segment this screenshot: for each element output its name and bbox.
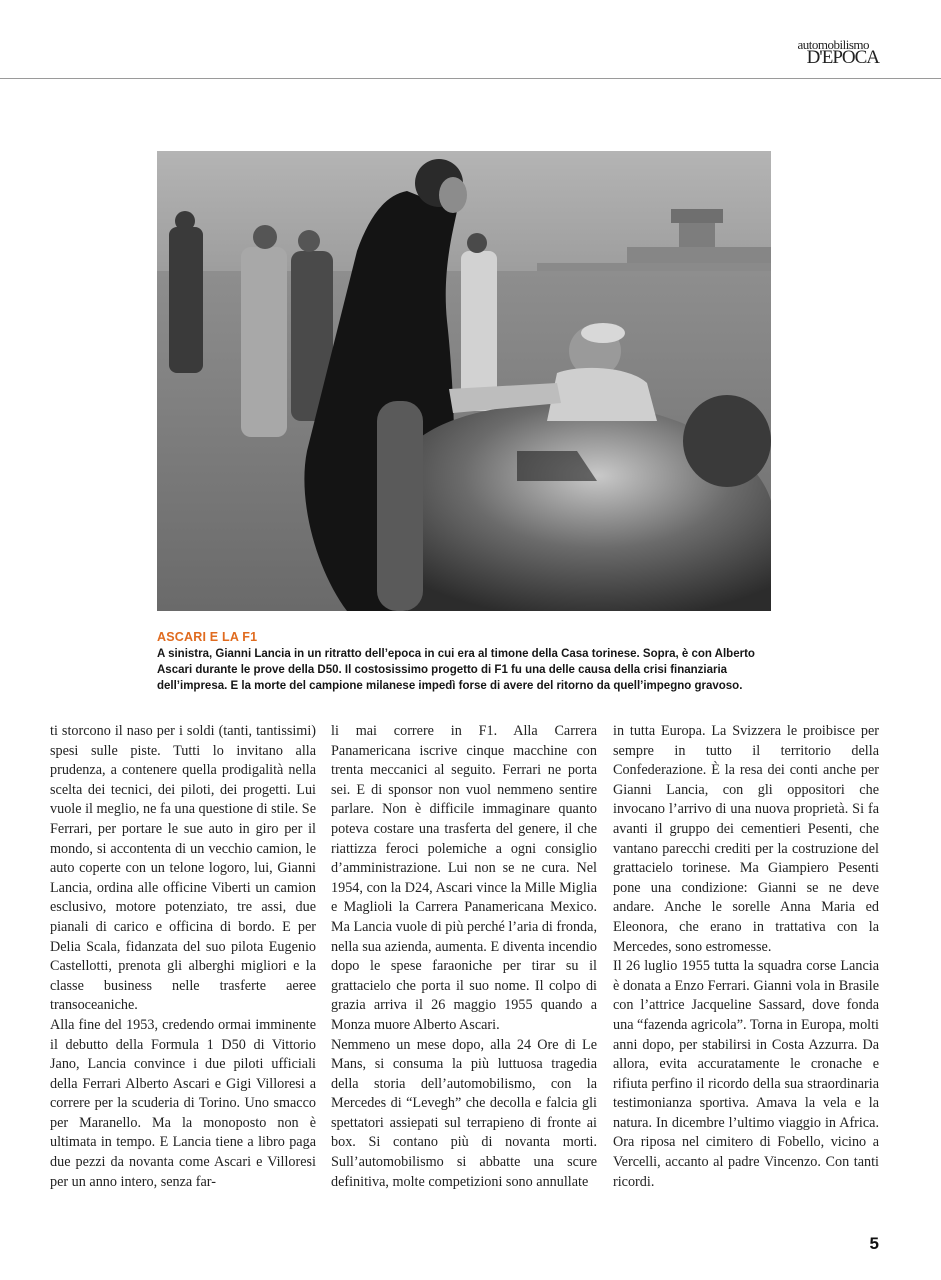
logo-line-1: automobilismo	[797, 37, 869, 52]
article-column-1	[50, 722, 316, 1192]
page-header	[0, 0, 941, 79]
page-number: 5	[869, 1234, 879, 1253]
photo-caption	[157, 630, 777, 694]
paragraph: in tutta Europa. La Svizzera le proibisce per sempre in tutto il territorio della Confederazione. È la resa dei conti anche per Gianni Lancia, con gli oppositori che invocano l’arrivo di una nuova proprietà. Si fa avanti il gruppo dei cementieri Pesenti, che vantano parecchi crediti per la costruzione del grattacielo torinese. Ma Giampiero Pesenti pone una condizione: Gianni se ne deve andare. Anche le sorelle Anna Maria ed Eleonora, che erano in trattativa con la Mercedes, sono estromesse.	[613, 723, 879, 955]
caption-kicker: ASCARI E LA F1	[157, 630, 258, 644]
paragraph: Nemmeno un mese dopo, alla 24 Ore di Le Mans, si consuma la più luttuosa tragedia della storia dell’automobilismo, con la Mercedes di “Levegh” che decolla e falcia gli spettatori assiepati sul terrapieno di fronte ai box. Si contano più di novanta morti. Sull’automobilismo si abbatte una scure definitiva, molte competizioni sono annullate	[331, 1036, 597, 1190]
archival-photo	[157, 151, 771, 611]
paragraph: ti storcono il naso per i soldi (tanti, tantissimi) spesi sulle piste. Tutti lo invitano alla prudenza, a contenere quella prodigalità nella scelta dei tecnici, dei piloti, dei progetti. Lui vuole il meglio, ne fa una questione di stile. Se Ferrari, per portare le sue auto in giro per il mondo, si accontenta di un vecchio camion, le auto coperte con un telone logoro, lui, Gianni Lancia, ordina alle officine Viberti un camion esclusivo, motore potenziato, tre assi, due pianali di carico e officina di bordo. E per Delia Scala, fidanzata del suo pilota Eugenio Castellotti, prenota gli alberghi migliori e la classe business nelle trasferte aeree transoceaniche.	[50, 723, 316, 1014]
photo-illustration	[157, 151, 771, 611]
paragraph: li mai correre in F1. Alla Carrera Panamericana iscrive cinque macchine con trenta meccanici al seguito. Ferrari ne porta sei. E di sponsor non vuol nemmeno sentire parlare. Non è difficile immaginare quanto poteva costare una trasferta del genere, il che riattizza feroci polemiche a ogni consiglio d’amministrazione. Lui non se ne cura. Nel 1954, con la D24, Ascari vince la Mille Miglia e Maglioli la Carrera Panamericana Mexico. Ma Lancia vuole di più perché l’aria di fronda, nella sua azienda, aumenta. E diventa incendio dopo le spese faraoniche per tirar su il grattacielo che porta il suo nome. Il colpo di grazia arriva il 26 maggio 1955 quando a Monza muore Alberto Ascari.	[331, 723, 597, 1033]
logo-line-2: D'EPOCA	[806, 47, 879, 68]
paragraph: Il 26 luglio 1955 tutta la squadra corse Lancia è donata a Enzo Ferrari. Gianni vola in Brasile con l’attrice Jacqueline Sassard, dove fonda una “fazenda agricola”. Torna in Europa, molti anni dopo, per stabilirsi in Costa Azzurra. Da allora, evita accuratamente le cronache e rifiuta perfino il ricordo della sua straordinaria testimonianza sportiva. Amava la vela e la natura. In dicembre l’ultimo viaggio in Africa. Ora riposa nel cimitero di Fobello, vicino a Vercelli, accanto al padre Vincenzo. Con tanti ricordi.	[613, 958, 879, 1190]
caption-text: A sinistra, Gianni Lancia in un ritratto dell’epoca in cui era al timone della Casa torinese. Sopra, è con Alberto Ascari durante le prove della D50. Il costosissimo progetto di F1 fu una delle causa della crisi finanziaria dell’impresa. E la morte del campione milanese impedì forse di avere del ritorno da quell’impegno gravoso.	[157, 648, 755, 692]
article-column-3	[613, 722, 879, 1192]
magazine-logo	[767, 38, 879, 70]
paragraph: Alla fine del 1953, credendo ormai imminente il debutto della Formula 1 D50 di Vittorio Jano, Lancia convince i due piloti ufficiali della Ferrari Alberto Ascari e Gigi Villoresi a correre per la scuderia di Torino. Uno smacco per Maranello. Ma la monoposto non è ultimata in tempo. E Lancia tiene a libro paga due pezzi da novanta come Ascari e Villoresi per un anno intero, senza far-	[50, 1016, 316, 1190]
article-column-2	[331, 722, 597, 1192]
